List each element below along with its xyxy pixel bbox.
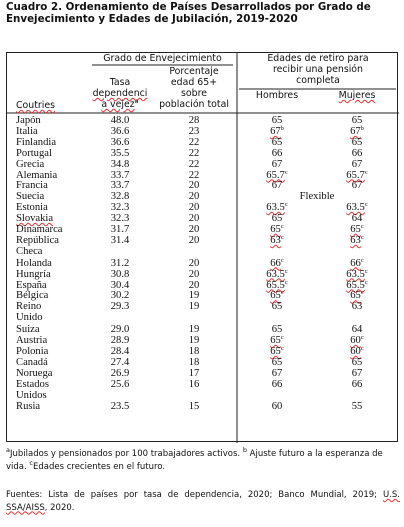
men-age-cell: 67$^b$ [270, 124, 284, 137]
footnotes: $^a$Jubilados y pensionados por 100 trabajadores activos. $^b$ Ajuste futuro a la esperanza de vida. $^c$Edades crecientes en el futuro. [6, 446, 383, 472]
tasa-cell: 33.7 [110, 169, 130, 181]
country-cell: Hungría [16, 268, 51, 280]
men-age-cell: 63.5$^c$ [266, 201, 288, 214]
tasa-cell: 30.2 [110, 290, 130, 302]
pct-cell: 20 [188, 191, 200, 203]
header-group-retire-line3: completa [296, 75, 340, 86]
men-age-cell: 63.5$^c$ [266, 267, 288, 280]
pct-cell: 20 [188, 279, 200, 291]
pct-cell: 19 [188, 290, 200, 302]
women-age-cell: 63 [351, 301, 363, 313]
women-age-cell: 63$^c$ [350, 233, 364, 246]
men-age-cell: 66$^c$ [270, 256, 284, 269]
country-cell: Holanda [16, 257, 52, 269]
header-tasa-line2: dependenci [92, 88, 148, 99]
tasa-cell: 30.8 [110, 268, 130, 280]
header-pct-line2: edad 65+ [170, 77, 218, 88]
men-age-cell: 67 [271, 180, 283, 192]
country-cell: Estonia [16, 202, 48, 214]
men-age-cell: 65$^c$ [270, 289, 284, 302]
country-cell: Polonia [16, 345, 49, 357]
tasa-cell: 28.9 [110, 335, 130, 346]
header-pct-line3: sobre [181, 88, 207, 99]
men-age-cell: 65 [271, 213, 283, 225]
header-tasa-line1: Tasa [109, 77, 131, 88]
pct-cell: 22 [188, 147, 200, 159]
tasa-cell: 28.4 [110, 345, 130, 357]
header-country: Coutries [16, 100, 56, 111]
tasa-cell: 27.4 [110, 356, 130, 368]
retire-span-cell: Flexible [299, 191, 335, 203]
pct-cell: 15 [188, 401, 200, 413]
header-pct-line4: población total [159, 99, 229, 110]
country-cell: Suiza [16, 324, 40, 336]
tasa-cell: 32.3 [110, 202, 130, 214]
women-age-cell: 65$^c$ [350, 289, 364, 302]
country-cell: Suecia [16, 191, 45, 203]
men-age-cell: 60 [271, 401, 283, 413]
country-cell: España [16, 279, 47, 291]
women-age-cell: 65.7$^c$ [346, 168, 368, 181]
pct-cell: 20 [188, 234, 200, 246]
country-cell: Dinamarca [16, 224, 63, 235]
men-age-cell: 66 [271, 147, 283, 159]
men-age-cell: 63$^c$ [270, 233, 284, 246]
tasa-cell: 36.6 [110, 136, 130, 148]
country-cell-line2: Unidos [16, 389, 47, 401]
tasa-cell: 23.5 [110, 401, 130, 413]
men-age-cell: 66 [271, 378, 283, 390]
pct-cell: 18 [188, 345, 200, 357]
tasa-cell: 33.7 [110, 180, 130, 192]
header-group-retire-line1: Edades de retiro para [267, 53, 369, 64]
country-cell: Alemania [16, 169, 58, 181]
country-cell: Slovakia [16, 213, 54, 225]
data-table [6, 52, 398, 442]
country-cell: Grecia [16, 158, 45, 170]
country-cell: Francia [16, 180, 48, 192]
country-cell: Reino [16, 301, 42, 313]
pct-cell: 19 [188, 301, 200, 313]
men-age-cell: 65.5$^c$ [266, 278, 288, 291]
pct-cell: 20 [188, 224, 200, 235]
tasa-cell: 29.0 [110, 324, 130, 336]
tasa-cell: 32.8 [110, 191, 130, 203]
country-cell: Bélgica [16, 290, 49, 302]
country-cell: Finlandia [16, 136, 57, 148]
country-cell: Canadá [16, 356, 48, 368]
tasa-cell: 35.5 [110, 147, 130, 159]
women-age-cell: 64 [351, 213, 363, 225]
women-age-cell: 65 [351, 115, 363, 126]
men-age-cell: 65$^c$ [270, 334, 284, 346]
pct-cell: 22 [188, 158, 200, 170]
header-tasa-line3: a vejez$^a$ [101, 97, 139, 110]
women-age-cell: 65 [351, 356, 363, 368]
women-age-cell: 64 [351, 324, 363, 336]
tasa-cell: 36.6 [110, 125, 130, 137]
women-age-cell: 67$^b$ [350, 124, 364, 137]
tasa-cell: 32.3 [110, 213, 130, 225]
women-age-cell: 66$^c$ [350, 256, 364, 269]
country-cell: Rusia [16, 401, 41, 413]
women-age-cell: 63.5$^c$ [346, 267, 368, 280]
pct-cell: 22 [188, 169, 200, 181]
men-age-cell: 65 [271, 324, 283, 336]
pct-cell: 18 [188, 356, 200, 368]
header-women: Mujeres [338, 90, 376, 101]
pct-cell: 22 [188, 136, 200, 148]
men-age-cell: 65 [271, 356, 283, 368]
men-age-cell: 65 [271, 136, 283, 148]
tasa-cell: 31.7 [110, 224, 130, 235]
country-cell: Japón [16, 115, 41, 126]
pct-cell: 20 [188, 180, 200, 192]
country-cell: Estados [16, 378, 49, 390]
header-men: Hombres [255, 90, 299, 101]
header-pct-line1: Porcentaje [169, 66, 219, 77]
tasa-cell: 31.4 [110, 234, 130, 246]
men-age-cell: 67 [271, 367, 283, 379]
men-age-cell: 67 [271, 158, 283, 170]
women-age-cell: 60$^c$ [350, 334, 364, 346]
pct-cell: 16 [188, 378, 200, 390]
pct-cell: 23 [188, 125, 200, 137]
women-age-cell: 63.5$^c$ [346, 201, 368, 214]
women-age-cell: 65 [351, 136, 363, 148]
tasa-cell: 34.8 [110, 158, 130, 170]
pct-cell: 20 [188, 257, 200, 269]
pct-cell: 20 [188, 213, 200, 225]
men-age-cell: 65$^c$ [270, 344, 284, 357]
table-title: Cuadro 2. Ordenamiento de Países Desarrollados por Grado de Envejecimiento y Edades de Jubilación, 2019-2020 [6, 1, 371, 26]
women-age-cell: 67 [351, 180, 363, 192]
source-note: Fuentes: Lista de países por tasa de dependencia, 2020; Banco Mundial, 2019; U.S. SSA/AISS, 2020. [6, 490, 400, 513]
tasa-cell: 25.6 [110, 378, 130, 390]
country-cell-line2: Unido [16, 312, 43, 324]
men-age-cell: 65 [271, 115, 283, 126]
women-age-cell: 65.5$^c$ [346, 278, 368, 291]
tasa-cell: 48.0 [110, 115, 130, 126]
country-cell-line2: Checa [16, 245, 43, 257]
pct-cell: 28 [188, 115, 200, 126]
country-cell: República [16, 234, 59, 246]
men-age-cell: 65$^c$ [270, 223, 284, 235]
men-age-cell: 65.7$^c$ [266, 168, 288, 181]
country-cell: Noruega [16, 367, 53, 379]
pct-cell: 20 [188, 268, 200, 280]
women-age-cell: 60$^c$ [350, 344, 364, 357]
pct-cell: 17 [188, 367, 200, 379]
tasa-cell: 29.3 [110, 301, 130, 313]
header-group-aging: Grado de Envejecimiento [103, 53, 222, 64]
country-cell: Italia [16, 125, 38, 137]
pct-cell: 19 [188, 324, 200, 336]
pct-cell: 20 [188, 202, 200, 214]
country-cell: Portugal [16, 147, 52, 159]
country-cell: Austria [16, 335, 48, 346]
women-age-cell: 66 [351, 378, 363, 390]
tasa-cell: 26.9 [110, 367, 130, 379]
women-age-cell: 67 [351, 367, 363, 379]
header-group-retire-line2: recibir una pensión [272, 64, 363, 75]
pct-cell: 19 [188, 335, 200, 346]
women-age-cell: 67 [351, 158, 363, 170]
women-age-cell: 55 [351, 401, 363, 413]
men-age-cell: 65 [271, 301, 283, 313]
tasa-cell: 30.4 [110, 279, 130, 291]
tasa-cell: 31.2 [110, 257, 130, 269]
women-age-cell: 65$^c$ [350, 223, 364, 235]
women-age-cell: 66 [351, 147, 363, 159]
